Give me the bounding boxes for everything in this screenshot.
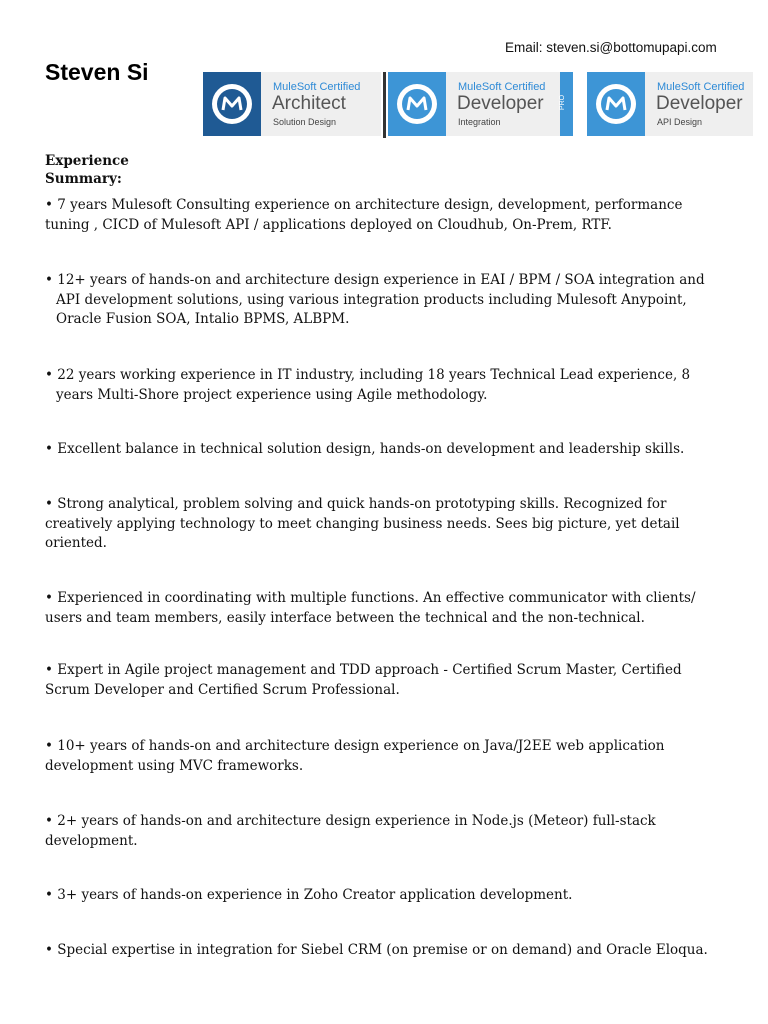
- badge-logo-box: [203, 72, 261, 136]
- badge-logo-box: [388, 72, 446, 136]
- list-item: • Expert in Agile project management and TDD approach - Certified Scrum Master, Certified Scrum Developer and Certified Scrum Professional.: [45, 662, 682, 698]
- candidate-name: Steven Si: [45, 59, 149, 85]
- badge-subtitle: Integration: [458, 117, 501, 127]
- badge-developer-integration: [388, 72, 573, 136]
- list-item: • 22 years working experience in IT industry, including 18 years Technical Lead experience, 8 years Multi-Shore project experience using Agile methodology.: [45, 367, 691, 403]
- badge-divider: [383, 72, 386, 138]
- badge-architect: [203, 72, 381, 136]
- badge-logo-box: [587, 72, 645, 136]
- pro-tag: [560, 72, 573, 136]
- badge-title: Developer: [457, 93, 544, 114]
- mulesoft-logo-icon: [212, 84, 252, 124]
- badge-subtitle: API Design: [657, 117, 703, 127]
- section-heading: Experience Summary:: [45, 153, 129, 187]
- list-item: • 3+ years of hands-on experience in Zoho Creator application development.: [45, 887, 573, 903]
- badge-issuer: MuleSoft Certified: [657, 81, 745, 93]
- pro-tag-label: PRO: [559, 94, 567, 111]
- mulesoft-logo-icon: [596, 84, 636, 124]
- list-item: • Strong analytical, problem solving and quick hands-on prototyping skills. Recognized for creatively applying technology to meet changing business needs. Sees big picture, yet detail oriented.: [45, 496, 680, 551]
- list-item: • 10+ years of hands-on and architecture design experience on Java/J2EE web application development using MVC frameworks.: [45, 738, 665, 774]
- mulesoft-logo-icon: [397, 84, 437, 124]
- badge-title: Developer: [656, 93, 743, 114]
- list-item: • 2+ years of hands-on and architecture design experience in Node.js (Meteor) full-stack development.: [45, 813, 656, 849]
- badge-title: Architect: [272, 93, 346, 114]
- email-address: Email: steven.si@bottomupapi.com: [505, 40, 717, 55]
- list-item: • Excellent balance in technical solution design, hands-on development and leadership skills.: [45, 441, 685, 457]
- list-item: • Experienced in coordinating with multiple functions. An effective communicator with clients/ users and team members, easily interface between the technical and the non-technical.: [45, 590, 696, 626]
- list-item: • Special expertise in integration for Siebel CRM (on premise or on demand) and Oracle Eloqua.: [45, 942, 708, 958]
- badge-subtitle: Solution Design: [273, 117, 337, 127]
- list-item: • 7 years Mulesoft Consulting experience on architecture design, development, performance tuning , CICD of Mulesoft API / applications deployed on Cloudhub, On-Prem, RTF.: [45, 197, 683, 233]
- list-item: • 12+ years of hands-on and architecture design experience in EAI / BPM / SOA integration and API development solutions, using various integration products including Mulesoft Anypoint, Oracle Fusion SOA, Intalio BPMS, ALBPM.: [45, 272, 705, 327]
- badge-issuer: MuleSoft Certified: [458, 81, 546, 93]
- badge-developer-api: [587, 72, 753, 136]
- badge-issuer: MuleSoft Certified: [273, 81, 361, 93]
